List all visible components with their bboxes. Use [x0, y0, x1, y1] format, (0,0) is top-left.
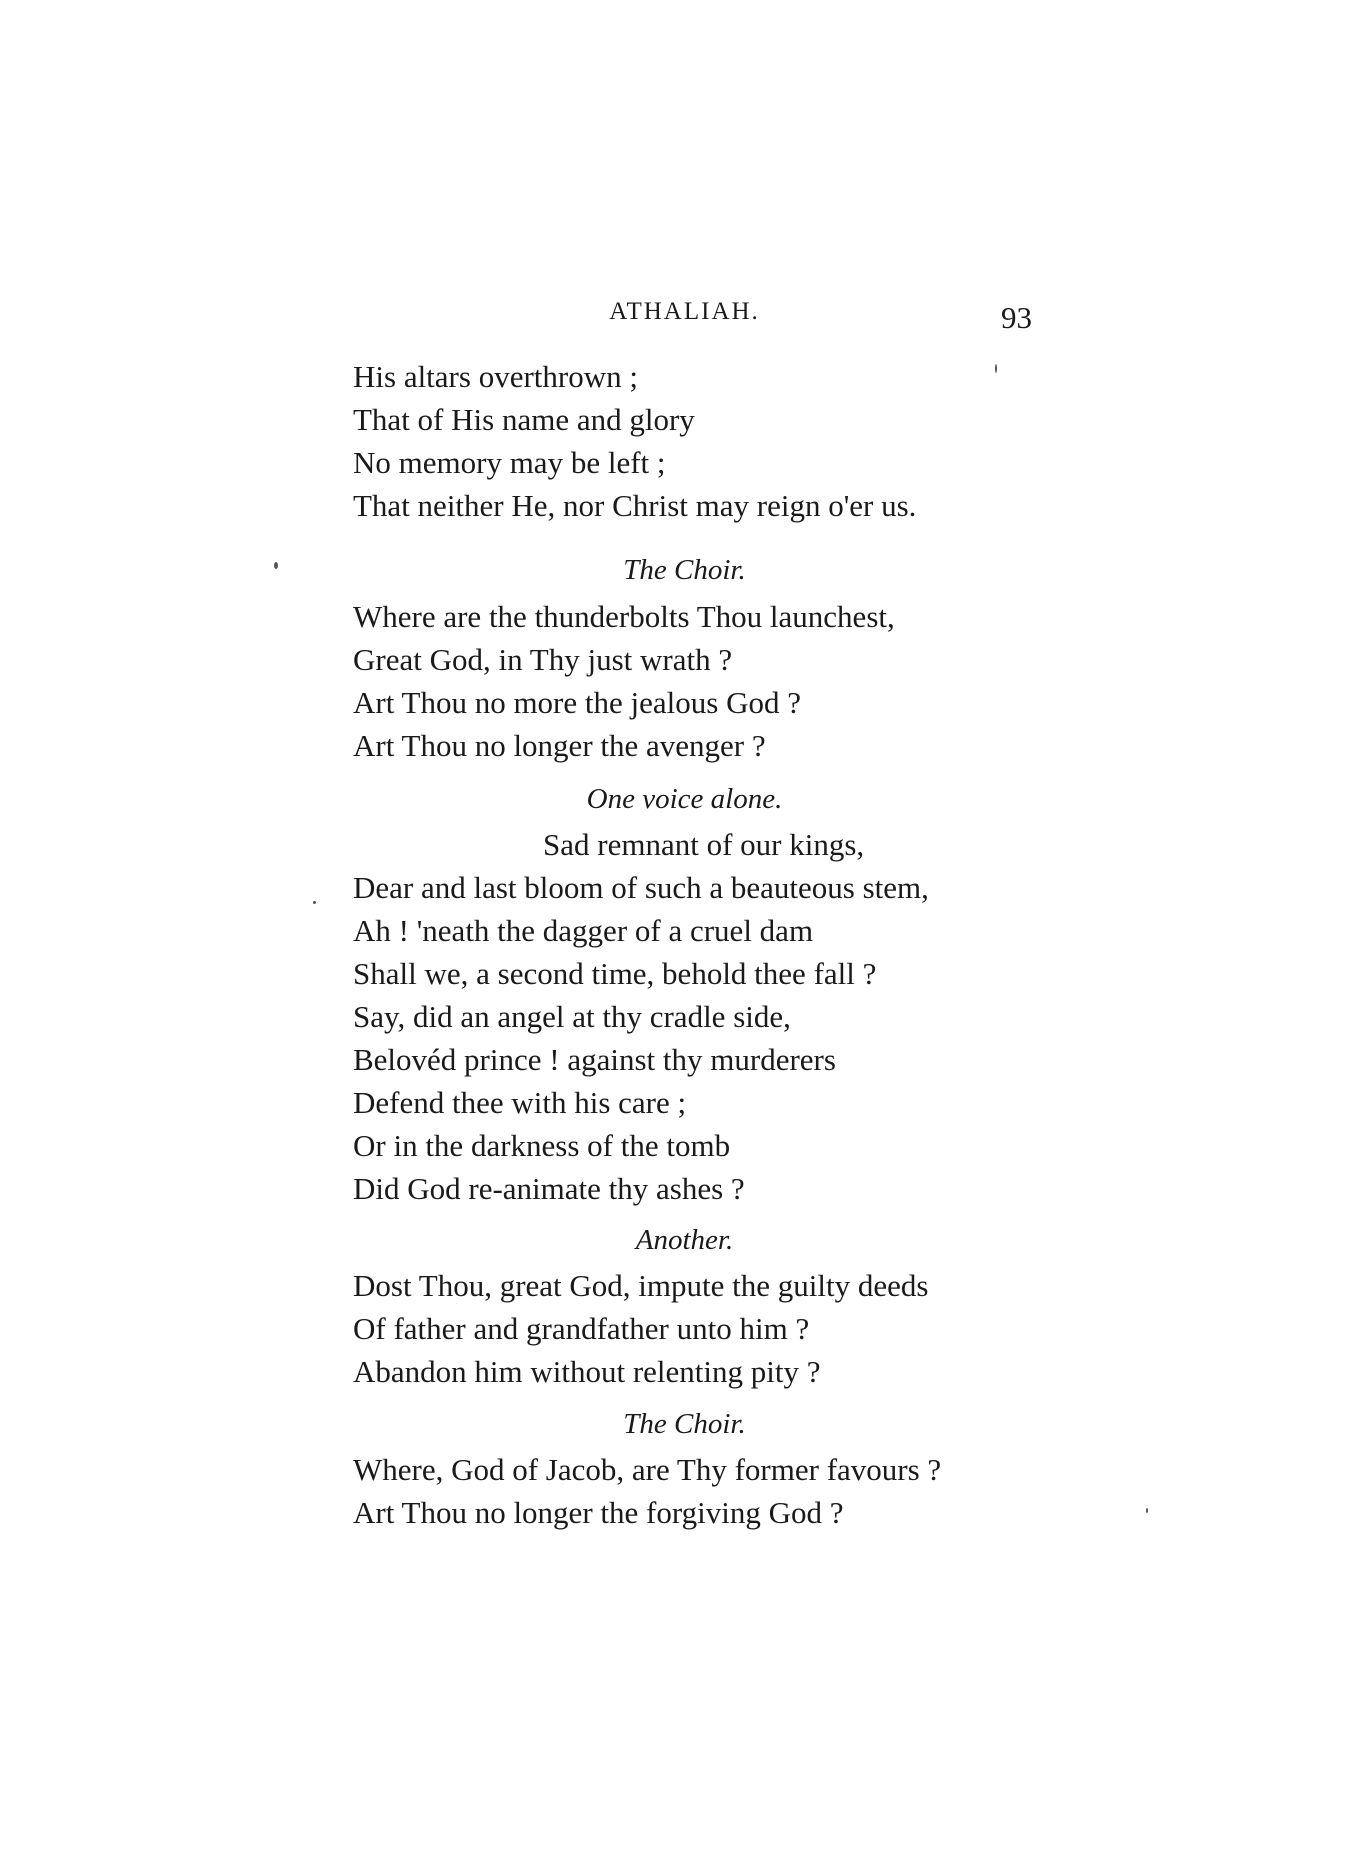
- verse-line: Where, God of Jacob, are Thy former favours ?: [353, 1452, 942, 1487]
- verse-line: That of His name and glory: [353, 402, 695, 437]
- verse-line: Dear and last bloom of such a beauteous stem,: [353, 870, 929, 905]
- verse-line: Art Thou no longer the avenger ?: [353, 728, 766, 763]
- verse-line: Of father and grandfather unto him ?: [353, 1311, 810, 1346]
- speaker-heading: The Choir.: [623, 554, 746, 586]
- page-number: 93: [1001, 300, 1032, 335]
- verse-line: Say, did an angel at thy cradle side,: [353, 999, 791, 1034]
- verse-block: [353, 595, 895, 767]
- verse-line: Belovéd prince ! against thy murderers: [353, 1042, 836, 1077]
- verse-line: Ah ! 'neath the dagger of a cruel dam: [353, 913, 814, 948]
- verse-block: [353, 1264, 928, 1393]
- verse-block: [353, 1448, 941, 1534]
- verse-block: [353, 355, 916, 527]
- speaker-heading: One voice alone.: [586, 783, 783, 815]
- verse-line: Sad remnant of our kings,: [543, 827, 865, 862]
- verse-line: Art Thou no longer the forgiving God ?: [353, 1495, 844, 1530]
- running-title: ATHALIAH.: [609, 298, 760, 325]
- verse-line: Or in the darkness of the tomb: [353, 1128, 731, 1163]
- verse-line: Shall we, a second time, behold thee fall ?: [353, 956, 877, 991]
- scan-speck: [313, 901, 316, 904]
- verse-line: Did God re-animate thy ashes ?: [353, 1171, 745, 1206]
- verse-line: Defend thee with his care ;: [353, 1085, 687, 1120]
- verse-line: Art Thou no more the jealous God ?: [353, 685, 801, 720]
- verse-line: Where are the thunderbolts Thou launchest,: [353, 599, 895, 634]
- verse-line: That neither He, nor Christ may reign o'er us.: [353, 488, 917, 523]
- scan-speck: [274, 562, 278, 569]
- verse-line: Abandon him without relenting pity ?: [353, 1354, 821, 1389]
- scan-speck: [1146, 1508, 1148, 1513]
- verse-block: [353, 823, 929, 1210]
- verse-line: His altars overthrown ;: [353, 359, 638, 394]
- verse-line: Dost Thou, great God, impute the guilty deeds: [353, 1268, 929, 1303]
- scan-speck: [995, 364, 997, 373]
- speaker-heading: Another.: [635, 1224, 734, 1256]
- speaker-heading: The Choir.: [623, 1408, 746, 1440]
- verse-line: No memory may be left ;: [353, 445, 666, 480]
- verse-line: Great God, in Thy just wrath ?: [353, 642, 733, 677]
